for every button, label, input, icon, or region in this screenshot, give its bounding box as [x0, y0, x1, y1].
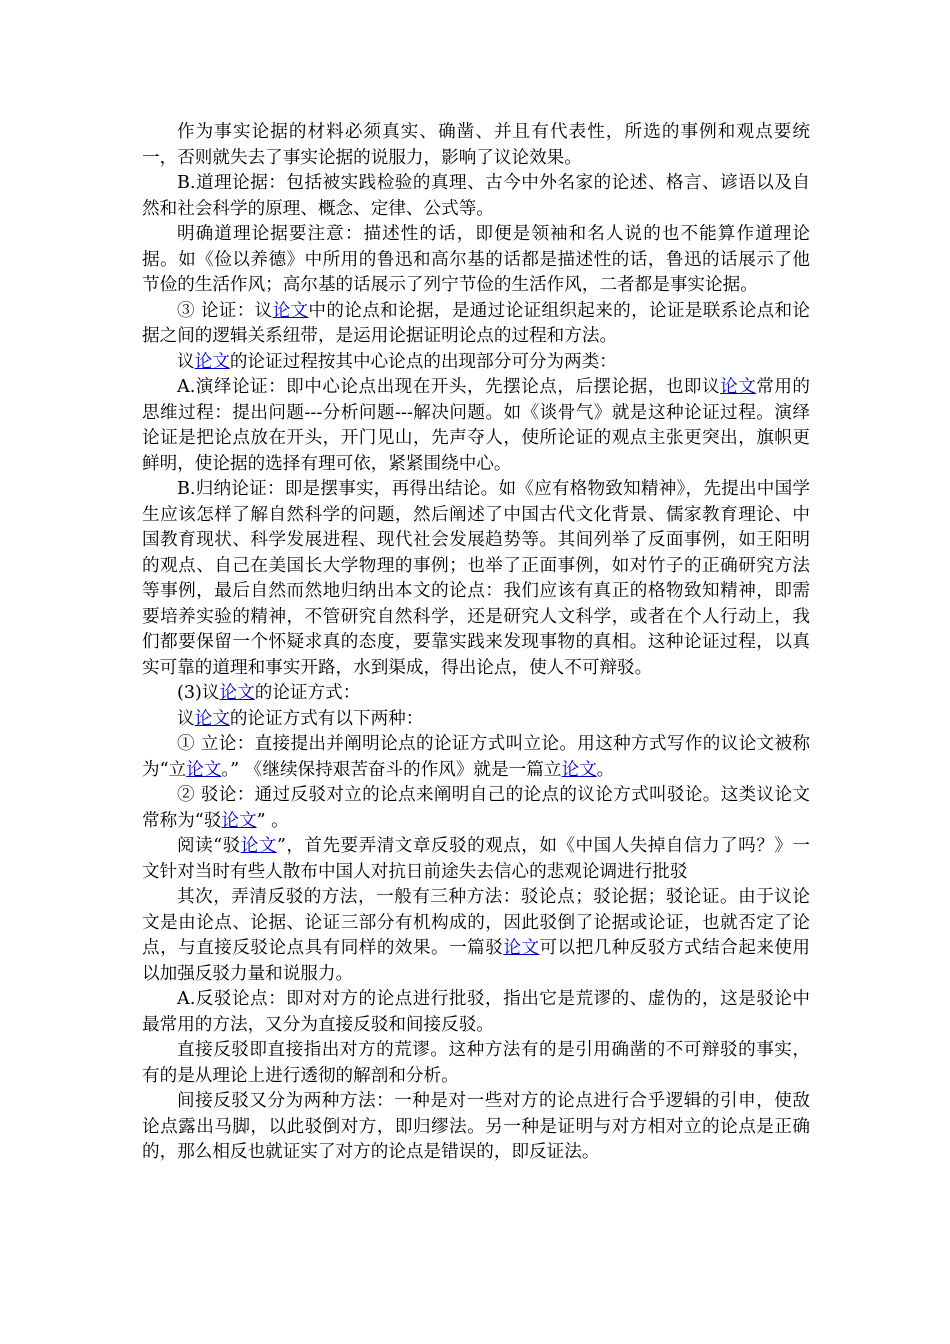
paragraph-text: 直接反驳即直接指出对方的荒谬。这种方法有的是引用确凿的不可辩驳的事实，有的是从理论上进行透彻的解剖和分析。	[142, 1040, 810, 1086]
paragraph	[142, 732, 810, 783]
paragraph-text: 可以把几种反驳方式结合起来使用以加强反驳力量和说服力。	[142, 938, 810, 984]
paragraph-text: 作为事实论据的材料必须真实、确凿、并且有代表性，所选的事例和观点要统一，否则就失去了事实论据的说服力，影响了议论效果。	[142, 122, 810, 168]
paragraph-text: ① 立论：直接提出并阐明论点的论证方式叫立论。用这种方式写作的议论文被称为“立	[142, 734, 810, 780]
paragraph	[142, 707, 810, 733]
lunwen-link[interactable]: 论文	[561, 759, 597, 780]
paragraph	[142, 375, 810, 477]
lunwen-link[interactable]: 论文	[221, 810, 257, 831]
lunwen-link[interactable]: 论文	[194, 708, 230, 729]
paragraph-text: 的论证方式有以下两种：	[229, 708, 424, 729]
paragraph	[142, 783, 810, 834]
paragraph	[142, 834, 810, 885]
paragraph-text: 议	[177, 351, 195, 372]
paragraph	[142, 1038, 810, 1089]
paragraph-text: 的论证方式：	[254, 683, 361, 703]
paragraph-text: ③ 论证：议	[177, 300, 273, 321]
paragraph-text: 的论证过程按其中心论点的出现部分可分为两类：	[229, 351, 617, 372]
paragraph-text: 阅读“驳	[177, 836, 241, 856]
paragraph-text: ② 驳论：通过反驳对立的论点来阐明自己的论点的议论方式叫驳论。这类议论文常称为“驳	[142, 785, 810, 831]
paragraph-text: 。” 《继续保持艰苦奋斗的作风》就是一篇立	[221, 759, 562, 780]
paragraph	[142, 120, 810, 171]
paragraph	[142, 987, 810, 1038]
paragraph	[142, 477, 810, 681]
paragraph-text: B.归纳论证：即是摆事实，再得出结论。如《应有格物致知精神》，先提出中国学生应该怎样了解自然科学的问题，然后阐述了中国古代文化背景、儒家教育理论、中国教育现状、科学发展进程、现代社会发展趋势等。其间列举了反面事例，如王阳明的观点、自己在美国长大学物理的事例；也举了正面事例，如对竹子的正确研究方法等事例，最后自然而然地归纳出本文的论点：我们应该有真正的格物致知精神，即需要培养实验的精神，不管研究自然科学，还是研究人文科学，或者在个人行动上，我们都要保留一个怀疑求真的态度，要靠实践来发现事物的真相。这种论证过程，以真实可靠的道理和事实开路，水到渠成，得出论点，使人不可辩驳。	[142, 479, 810, 678]
paragraph-text: A.反驳论点：即对对方的论点进行批驳，指出它是荒谬的、虚伪的，这是驳论中最常用的方法，又分为直接反驳和间接反驳。	[142, 989, 810, 1035]
paragraph-text: ”，首先要弄清文章反驳的观点，如《中国人失掉自信力了吗？》一文针对当时有些人散布中国人对抗日前途失去信心的悲观论调进行批驳	[142, 836, 810, 882]
paragraph	[142, 222, 810, 299]
paragraph-text: 间接反驳又分为两种方法：一种是对一些对方的论点进行合乎逻辑的引申，使敌论点露出马脚，以此驳倒对方，即归缪法。另一种是证明与对方相对立的论点是正确的，那么相反也就证实了对方的论点是错误的，即反证法。	[142, 1091, 810, 1162]
paragraph	[142, 299, 810, 350]
paragraph-text: ” 。	[256, 810, 289, 831]
paragraph	[142, 1089, 810, 1166]
paragraph-text: 常用的思维过程：提出问题---分析问题---解决问题。如《谈骨气》就是这种论证过程。演绎论证是把论点放在开头，开门见山，先声夺人，使所论证的观点主张更突出，旗帜更鲜明，使论据的选择有理可依，紧紧围绕中心。	[142, 377, 810, 474]
lunwen-link[interactable]: 论文	[720, 377, 757, 397]
paragraph	[142, 885, 810, 987]
lunwen-link[interactable]: 论文	[272, 300, 309, 321]
paragraph-text: 。	[596, 759, 615, 780]
paragraph-text: 明确道理论据要注意：描述性的话，即便是领袖和名人说的也不能算作道理论据。如《俭以养德》中所用的鲁迅和高尔基的话都是描述性的话，鲁迅的话展示了他节俭的生活作风；高尔基的话展示了列宁节俭的生活作风，二者都是事实论据。	[142, 224, 810, 295]
lunwen-link[interactable]: 论文	[219, 683, 255, 703]
paragraph-text: 议	[177, 708, 195, 729]
document-body	[142, 120, 810, 1166]
lunwen-link[interactable]: 论文	[194, 351, 230, 372]
lunwen-link[interactable]: 论文	[240, 836, 277, 856]
paragraph-text: (3)议	[177, 683, 220, 703]
paragraph	[142, 681, 810, 707]
lunwen-link[interactable]: 论文	[186, 759, 222, 780]
paragraph-text: 其次，弄清反驳的方法，一般有三种方法：驳论点；驳论据；驳论证。由于议论文是由论点、论据、论证三部分有机构成的，因此驳倒了论据或论证，也就否定了论点，与直接反驳论点具有同样的效果。一篇驳	[142, 887, 810, 958]
paragraph-text: B.道理论据：包括被实践检验的真理、古今中外名家的论述、格言、谚语以及自然和社会科学的原理、概念、定律、公式等。	[142, 173, 810, 219]
paragraph-text: A.演绎论证：即中心论点出现在开头，先摆论点，后摆论据，也即议	[177, 377, 721, 397]
lunwen-link[interactable]: 论文	[503, 938, 540, 958]
paragraph	[142, 350, 810, 376]
paragraph-text: 中的论点和论据，是通过论证组织起来的，论证是联系论点和论据之间的逻辑关系纽带，是运用论据证明论点的过程和方法。	[142, 300, 810, 346]
paragraph	[142, 171, 810, 222]
